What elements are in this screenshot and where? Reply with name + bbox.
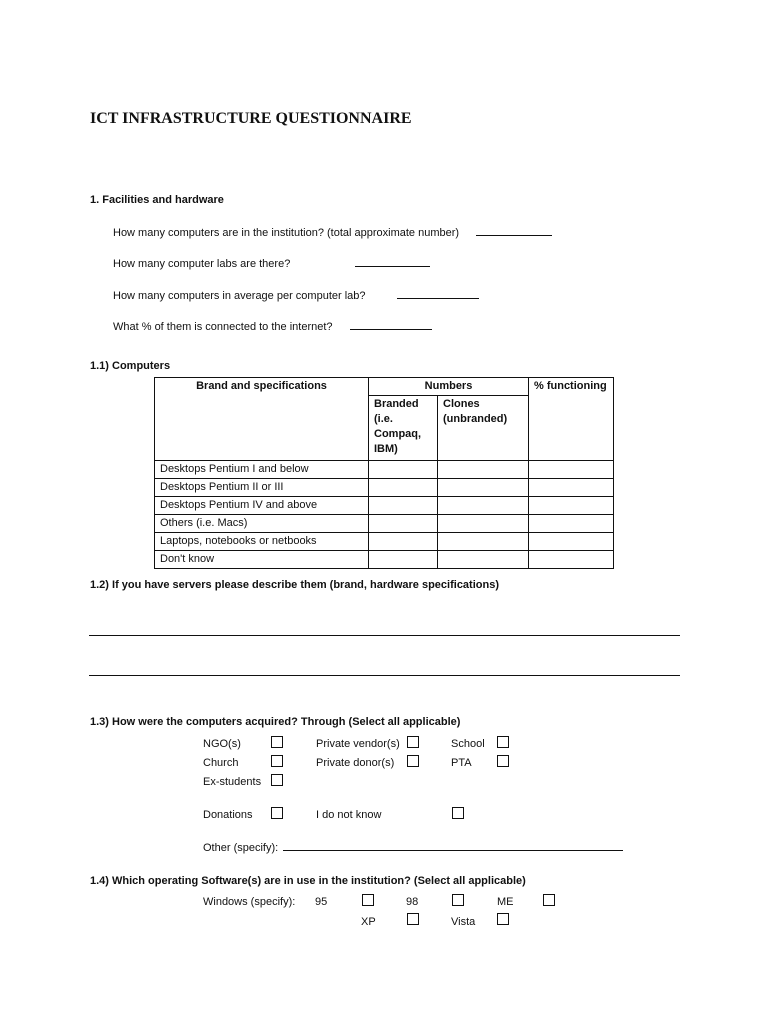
header-functioning: % functioning	[529, 378, 614, 461]
checkbox-do-not-know[interactable]	[452, 807, 464, 819]
option-label-me: ME	[497, 896, 514, 908]
question-computers-per-lab	[113, 289, 479, 302]
option-label-98: 98	[406, 896, 419, 908]
header-branded: Branded (i.e. Compaq, IBM)	[369, 396, 438, 461]
answer-line-servers-2[interactable]	[89, 675, 680, 676]
checkbox-church[interactable]	[271, 755, 283, 767]
option-label-school: School	[451, 738, 485, 750]
cell-branded[interactable]	[369, 497, 438, 515]
cell-functioning[interactable]	[529, 515, 614, 533]
option-label-other: Other (specify):	[203, 842, 279, 854]
header-clones: Clones (unbranded)	[438, 396, 529, 461]
checkbox-pta[interactable]	[497, 755, 509, 767]
checkbox-95[interactable]	[362, 894, 374, 906]
cell-clones[interactable]	[438, 551, 529, 569]
table-row	[155, 533, 614, 551]
option-label-do-not-know: I do not know	[316, 809, 382, 821]
question-text: How many computers in average per computer lab?	[113, 290, 366, 302]
page-title: ICT INFRASTRUCTURE QUESTIONNAIRE	[90, 110, 412, 127]
table-row	[155, 515, 614, 533]
option-label-donations: Donations	[203, 809, 253, 821]
cell-functioning[interactable]	[529, 533, 614, 551]
cell-clones[interactable]	[438, 497, 529, 515]
question-internet-connected	[113, 320, 432, 333]
checkbox-98[interactable]	[452, 894, 464, 906]
option-label-private-vendor: Private vendor(s)	[316, 738, 400, 750]
table-row	[155, 479, 614, 497]
answer-blank-other[interactable]	[283, 841, 623, 851]
answer-blank-total-computers[interactable]	[476, 226, 552, 236]
cell-branded[interactable]	[369, 515, 438, 533]
answer-blank-computer-labs[interactable]	[355, 257, 430, 267]
row-label: Desktops Pentium II or III	[155, 479, 369, 497]
option-label-windows: Windows (specify):	[203, 896, 296, 908]
answer-line-servers-1[interactable]	[89, 635, 680, 636]
question-computer-labs	[113, 257, 430, 270]
section-heading-computers: 1.1) Computers	[90, 360, 171, 372]
checkbox-school[interactable]	[497, 736, 509, 748]
cell-clones[interactable]	[438, 515, 529, 533]
section-heading-servers: 1.2) If you have servers please describe them (brand, hardware specifications)	[90, 579, 499, 591]
computers-table	[154, 377, 614, 569]
cell-branded[interactable]	[369, 479, 438, 497]
checkbox-ngo[interactable]	[271, 736, 283, 748]
cell-functioning[interactable]	[529, 461, 614, 479]
row-label: Laptops, notebooks or netbooks	[155, 533, 369, 551]
question-text: How many computer labs are there?	[113, 258, 291, 270]
option-label-95: 95	[315, 896, 328, 908]
option-other	[203, 841, 623, 854]
option-label-xp: XP	[361, 916, 376, 928]
row-label: Desktops Pentium IV and above	[155, 497, 369, 515]
row-label: Others (i.e. Macs)	[155, 515, 369, 533]
cell-branded[interactable]	[369, 551, 438, 569]
checkbox-private-vendor[interactable]	[407, 736, 419, 748]
cell-clones[interactable]	[438, 461, 529, 479]
section-heading-facilities: 1. Facilities and hardware	[90, 194, 224, 206]
checkbox-ex-students[interactable]	[271, 774, 283, 786]
header-numbers: Numbers	[369, 378, 529, 396]
cell-functioning[interactable]	[529, 551, 614, 569]
checkbox-me[interactable]	[543, 894, 555, 906]
answer-blank-computers-per-lab[interactable]	[397, 289, 479, 299]
option-label-church: Church	[203, 757, 239, 769]
answer-blank-internet-connected[interactable]	[350, 320, 432, 330]
cell-functioning[interactable]	[529, 479, 614, 497]
option-label-ngo: NGO(s)	[203, 738, 241, 750]
cell-functioning[interactable]	[529, 497, 614, 515]
cell-branded[interactable]	[369, 461, 438, 479]
checkbox-vista[interactable]	[497, 913, 509, 925]
question-text: How many computers are in the institution? (total approximate number)	[113, 227, 460, 239]
section-heading-os: 1.4) Which operating Software(s) are in use in the institution? (Select all applicable)	[90, 875, 526, 887]
checkbox-xp[interactable]	[407, 913, 419, 925]
table-row	[155, 497, 614, 515]
option-label-ex-students: Ex-students	[203, 776, 262, 788]
row-label: Don't know	[155, 551, 369, 569]
row-label: Desktops Pentium I and below	[155, 461, 369, 479]
cell-clones[interactable]	[438, 533, 529, 551]
option-label-private-donor: Private donor(s)	[316, 757, 395, 769]
checkbox-donations[interactable]	[271, 807, 283, 819]
question-total-computers	[113, 226, 552, 239]
cell-clones[interactable]	[438, 479, 529, 497]
cell-branded[interactable]	[369, 533, 438, 551]
header-brand-specifications: Brand and specifications	[155, 378, 369, 461]
section-heading-acquired: 1.3) How were the computers acquired? Through (Select all applicable)	[90, 716, 461, 728]
checkbox-private-donor[interactable]	[407, 755, 419, 767]
option-label-pta: PTA	[451, 757, 472, 769]
question-text: What % of them is connected to the internet?	[113, 321, 333, 333]
table-row	[155, 461, 614, 479]
table-row	[155, 551, 614, 569]
option-label-vista: Vista	[451, 916, 476, 928]
